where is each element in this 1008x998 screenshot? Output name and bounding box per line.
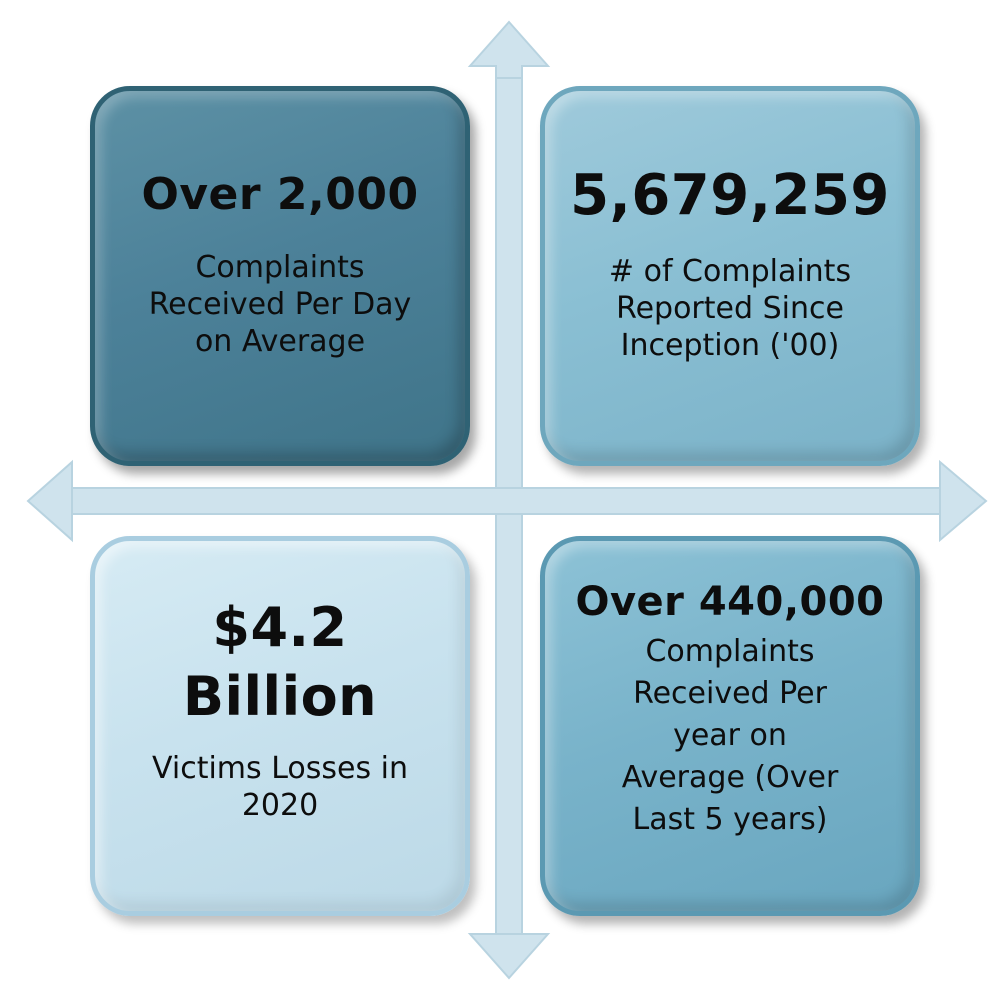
card-description: [622, 631, 839, 841]
card-description-line: Last 5 years): [632, 802, 828, 837]
card-complaints-per-year: [540, 536, 920, 916]
card-headline-line: Billion: [182, 665, 378, 729]
arrow-horizontal-shaft: [68, 488, 940, 514]
card-total-complaints: [540, 86, 920, 466]
card-headline: 5,679,259: [570, 163, 890, 228]
card-headline: Over 2,000: [141, 169, 419, 220]
card-victim-losses: [90, 536, 470, 916]
card-description-line: Complaints: [195, 250, 365, 285]
card-description: [152, 751, 408, 825]
card-description-line: Complaints: [645, 634, 815, 669]
card-description-line: Reported Since: [616, 290, 844, 326]
card-headline: Over 440,000: [575, 579, 885, 625]
card-description-line: Received Per: [633, 676, 827, 711]
card-description-line: year on: [673, 718, 787, 753]
arrow-left-head: [28, 462, 72, 540]
card-headline-line: $4.2: [212, 596, 348, 659]
card-description: [609, 254, 851, 365]
card-description-line: # of Complaints: [608, 254, 852, 289]
card-description-line: Inception ('00): [620, 327, 840, 363]
card-description-line: Average (Over: [621, 760, 839, 795]
arrow-down-head: [470, 934, 548, 978]
card-description-line: 2020: [241, 788, 319, 824]
card-description-line: Victims Losses in: [152, 751, 408, 787]
card-description-line: on Average: [194, 323, 366, 359]
arrow-up-head: [470, 22, 548, 80]
arrow-right-head: [940, 462, 986, 540]
card-complaints-per-day: [90, 86, 470, 466]
card-description-line: Received Per Day: [148, 286, 412, 322]
card-description: [149, 250, 412, 361]
card-headline: [183, 593, 377, 731]
